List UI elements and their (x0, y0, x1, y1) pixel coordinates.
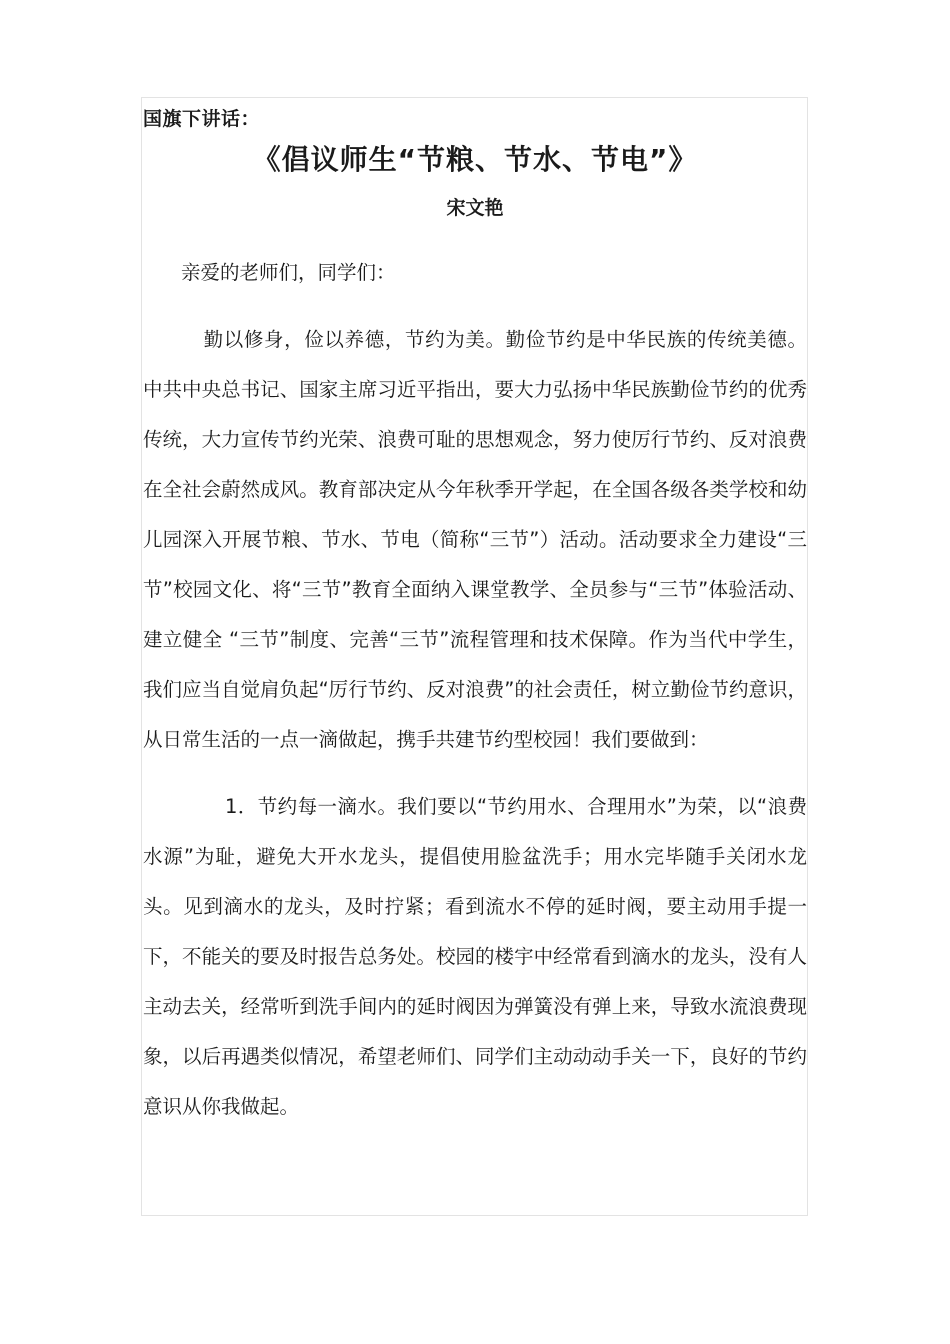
paragraph-water (143, 782, 807, 1132)
paragraph-intro (143, 315, 807, 765)
document-title: 《倡议师生“节粮、节水、节电”》 (252, 143, 698, 176)
document-body (143, 104, 807, 1132)
author-name: 宋文艳 (446, 197, 504, 219)
paragraph-intro-text: 勤以修身，俭以养德，节约为美。勤俭节约是中华民族的传统美德。中共中央总书记、国家主席习近平指出，要大力弘扬中华民族勤俭节约的优秀传统，大力宣传节约光荣、浪费可耻的思想观念，努力使厉行节约、反对浪费在全社会蔚然成风。教育部决定从今年秋季开学起，在全国各级各类学校和幼儿园深入开展节粮、节水、节电（简称“三节”）活动。活动要求全力建设“三节”校园文化、将“三节”教育全面纳入课堂教学、全员参与“三节”体验活动、建立健全 “三节”制度、完善“三节”流程管理和技术保障。作为当代中学生，我们应当自觉肩负起“厉行节约、反对浪费”的社会责任，树立勤俭节约意识，从日常生活的一点一滴做起，携手共建节约型校园！我们要做到： (143, 328, 807, 751)
paragraph-water-text: 1．节约每一滴水。我们要以“节约用水、合理用水”为荣，以“浪费水源”为耻，避免大开水龙头，提倡使用脸盆洗手；用水完毕随手关闭水龙头。见到滴水的龙头，及时拧紧；看到流水不停的延时阀，要主动用手提一下，不能关的要及时报告总务处。校园的楼宇中经常看到滴水的龙头，没有人主动去关，经常听到洗手间内的延时阀因为弹簧没有弹上来，导致水流浪费现象，以后再遇类似情况，希望老师们、同学们主动动动手关一下，良好的节约意识从你我做起。 (143, 795, 807, 1118)
speech-heading-label: 国旗下讲话： (143, 108, 261, 130)
salutation: 亲爱的老师们，同学们： (181, 261, 396, 284)
